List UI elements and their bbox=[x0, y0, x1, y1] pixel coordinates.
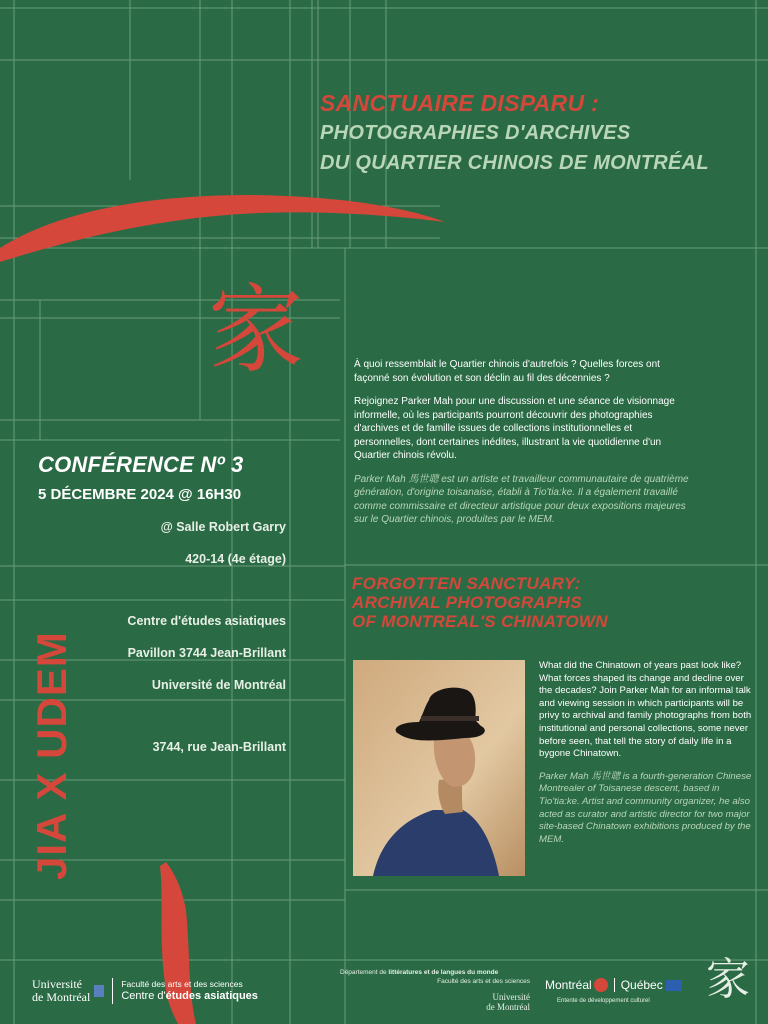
centre-name: Centre d'études asiatiques bbox=[121, 990, 258, 1002]
title-en-line2: ARCHIVAL PHOTOGRAPHS bbox=[352, 593, 582, 612]
venue-centre: Centre d'études asiatiques bbox=[127, 614, 286, 628]
title-en-line3: OF MONTREAL'S CHINATOWN bbox=[352, 612, 608, 631]
venue-university: Université de Montréal bbox=[151, 678, 286, 692]
venue-room: @ Salle Robert Garry bbox=[160, 520, 286, 534]
conference-date: 5 DÉCEMBRE 2024 @ 16H30 bbox=[38, 486, 242, 503]
entente-label: Entente de développement culturel bbox=[557, 998, 650, 1004]
bio-english: Parker Mah 馬世聰 is a fourth-generation Chinese Montrealer of Toisanese descent, based in Tio'tia:ke. Artist and community organizer, he also acted as curator and artistic director for two major site-based Chinatown exhibitions produced by the MEM. bbox=[539, 770, 752, 845]
department-logo bbox=[340, 968, 530, 1012]
jia-character: 家 bbox=[208, 274, 304, 386]
title-fr-line2: PHOTOGRAPHIES D'ARCHIVES bbox=[320, 122, 631, 144]
bio-french: Parker Mah 馬世聰 est un artiste et travailleur communautaire de quatrième génération, d'origine toisanaise, établi à Tio'tia:ke. Il a également travaillé comme commissaire et directeur artistique pour deux expositions majeures sur le Quartier chinois, produites par le MEM. bbox=[354, 473, 689, 525]
montreal-wordmark: Montréal bbox=[545, 978, 592, 992]
quebec-wordmark: Québec bbox=[620, 978, 663, 992]
title-en-line1: FORGOTTEN SANCTUARY: bbox=[352, 574, 581, 593]
title-french bbox=[320, 88, 760, 178]
udem-crest-icon bbox=[94, 985, 104, 997]
montreal-rosette-icon bbox=[594, 978, 608, 992]
intro-en-description: What did the Chinatown of years past look like? What forces shaped its change and decline over the decades? Join Parker Mah for an informal talk and viewing session in which participants will be privy to archival and family photographs from both institutional and personal collections, some never before seen, that tell the story of daily life in a bygone Chinatown. bbox=[539, 660, 752, 760]
venue-address: 3744, rue Jean-Brillant bbox=[152, 740, 286, 754]
venue-room-number: 420-14 (4e étage) bbox=[185, 552, 286, 566]
montreal-quebec-logo bbox=[545, 978, 682, 1004]
logo-divider bbox=[614, 978, 615, 992]
corner-jia-character: 家 bbox=[706, 954, 750, 1005]
conference-header bbox=[38, 452, 288, 503]
vertical-title: JIA X UDEM bbox=[28, 631, 75, 880]
title-fr-line3: DU QUARTIER CHINOIS DE MONTRÉAL bbox=[320, 152, 709, 174]
quebec-flag-icon bbox=[666, 980, 682, 991]
intro-english bbox=[539, 660, 759, 856]
intro-fr-description: Rejoignez Parker Mah pour une discussion et une séance de visionnage informelle, où les participants pourront découvrir des photographies d'archives et de famille issues de collections institutionnelles et personnelles, dont certaines inédites, illustrant la vie quotidienne d'un Quartier chinois révolu. bbox=[354, 396, 675, 461]
department-name: Département de littératures et de langues du monde bbox=[340, 969, 499, 976]
udem-wordmark-2: Université de Montréal bbox=[486, 992, 530, 1012]
venue-pavillon: Pavillon 3744 Jean-Brillant bbox=[127, 646, 286, 660]
faculty-block bbox=[121, 979, 258, 1003]
logo-separator bbox=[112, 978, 113, 1004]
title-fr-line1: SANCTUAIRE DISPARU : bbox=[320, 90, 600, 116]
title-english bbox=[352, 574, 752, 631]
portrait-photo bbox=[353, 660, 525, 876]
udem-faculty-logo bbox=[32, 978, 258, 1004]
conference-number: CONFÉRENCE Nº 3 bbox=[38, 452, 244, 477]
department-faculty: Faculté des arts et des sciences bbox=[437, 978, 530, 985]
udem-wordmark: Université de Montréal bbox=[32, 977, 91, 1004]
intro-french bbox=[354, 358, 694, 537]
intro-fr-question: À quoi ressemblait le Quartier chinois d'autrefois ? Quelles forces ont façonné son évolution et son déclin au fil des décennies ? bbox=[354, 359, 660, 384]
faculty-name: Faculté des arts et des sciences bbox=[121, 979, 243, 989]
